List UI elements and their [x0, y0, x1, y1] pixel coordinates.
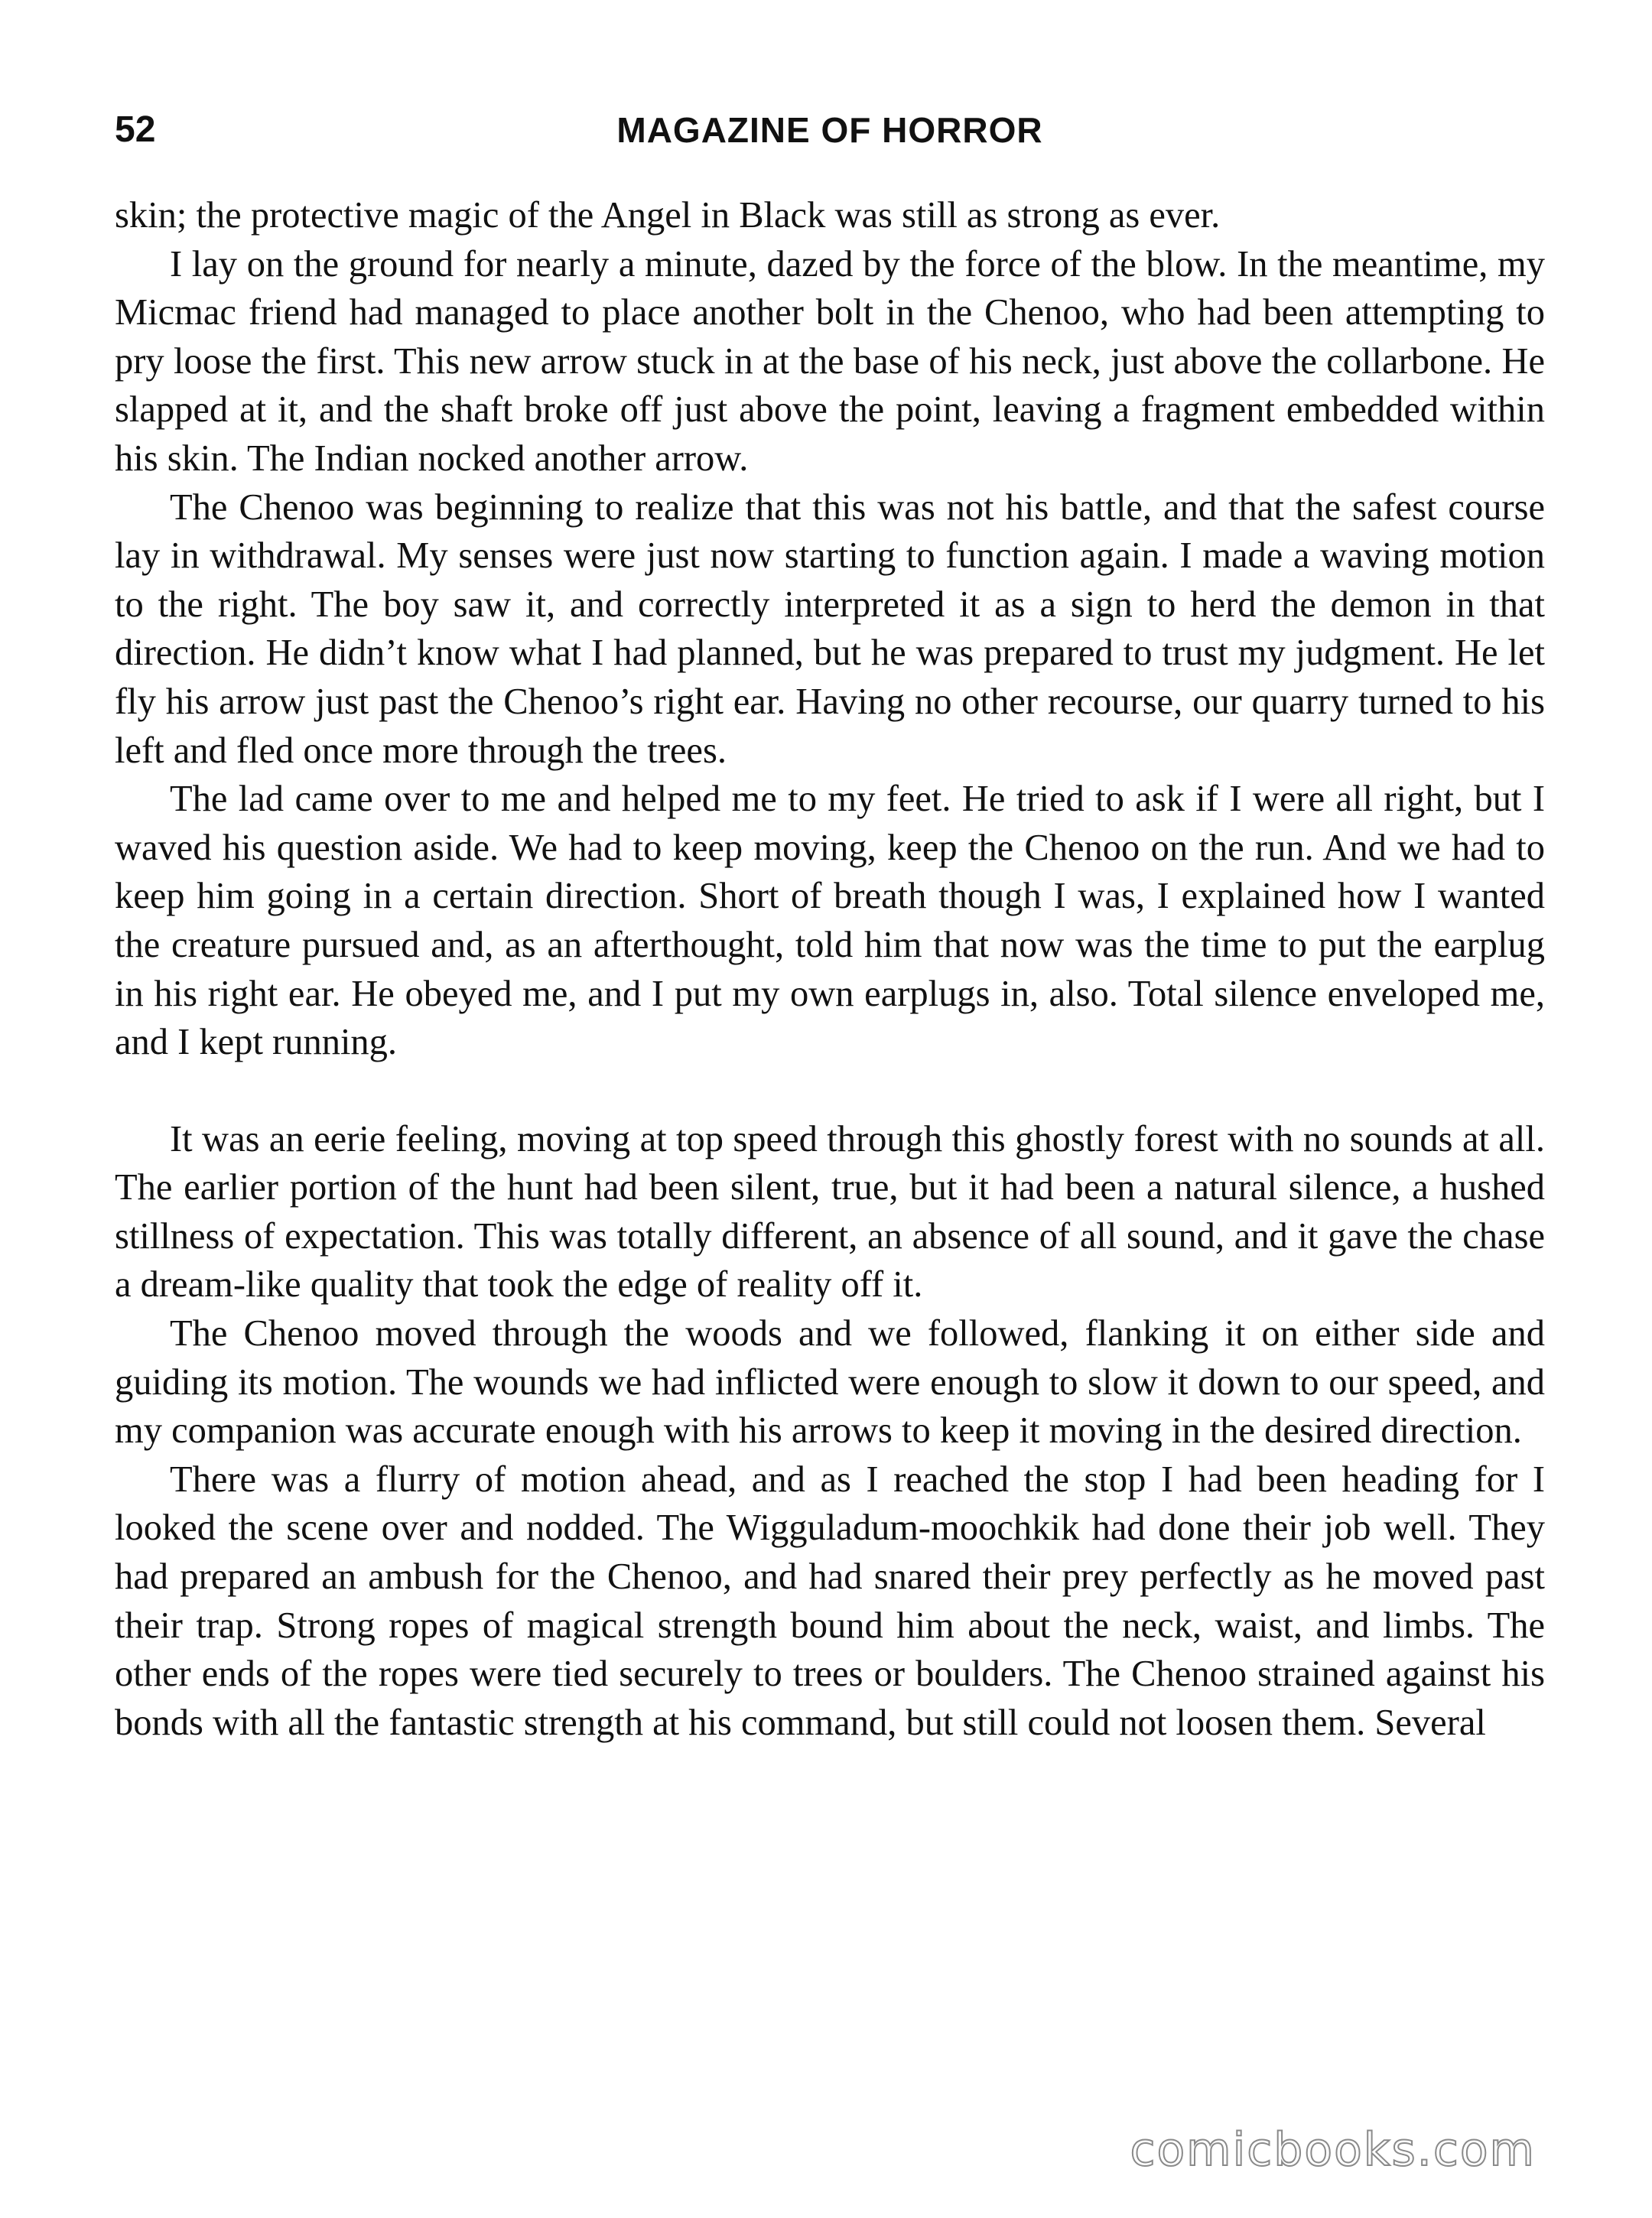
- paragraph: The Chenoo moved through the woods and we followed, flanking it on either side and guiding its motion. The wounds we had inflicted were enough to slow it down to our speed, and my companion was accurate enough with his arrows to keep it moving in the desired direction.: [115, 1313, 1545, 1452]
- site-watermark: comicbooks.com: [1130, 2123, 1536, 2177]
- running-title: MAGAZINE OF HORROR: [616, 110, 1043, 150]
- paragraph: The lad came over to me and helped me to my feet. He tried to ask if I were all right, but I waved his question aside. We had to keep moving, keep the Chenoo on the run. And we had to keep him going in a certain direction. Short of breath though I was, I explained how I wanted the creature pursued and, as an afterthought, told him that now was the time to put the earplug in his right ear. He obeyed me, and I put my own earplugs in, also. Total silence enveloped me, and I kept running.: [115, 779, 1545, 1063]
- paragraph-continued: skin; the protective magic of the Angel in Black was still as strong as ever.: [115, 195, 1221, 236]
- paragraph-section-start: It was an eerie feeling, moving at top speed through this ghostly forest with no sounds at all. The earlier portion of the hunt had been silent, true, but it had been a natural silence, a hushed stillness of expectation. This was totally different, an absence of all sound, and it gave the chase a dream-like quality that took the edge of reality off it.: [115, 1118, 1545, 1306]
- page-header: [115, 107, 1545, 168]
- paragraph: I lay on the ground for nearly a minute, dazed by the force of the blow. In the meantime, my Micmac friend had managed to place another bolt in the Chenoo, who had been attempting to pry loose the first. This new arrow stuck in at the base of his neck, just above the collarbone. He slapped at it, and the shaft broke off just above the point, leaving a fragment embedded within his skin. The Indian nocked another arrow.: [115, 243, 1545, 479]
- paragraph: There was a flurry of motion ahead, and as I reached the stop I had been heading for I looked the scene over and nodded. The Wigguladum-moochkik had done their job well. They had prepared an ambush for the Chenoo, and had snared their prey perfectly as he moved past their trap. Strong ropes of magical strength bound him about the neck, waist, and limbs. The other ends of the ropes were tied securely to trees or boulders. The Chenoo strained against his bonds with all the fantastic strength at his command, but still could not loosen them. Several: [115, 1459, 1545, 1743]
- page-number: 52: [115, 109, 156, 150]
- story-body: [115, 191, 1545, 1747]
- paragraph: The Chenoo was beginning to realize that this was not his battle, and that the safest course lay in withdrawal. My senses were just now starting to function again. I made a waving motion to the right. The boy saw it, and correctly interpreted it as a sign to herd the demon in that direction. He didn’t know what I had planned, but he was prepared to trust my judgment. He let fly his arrow just past the Chenoo’s right ear. Having no other recourse, our quarry turned to his left and fled once more through the trees.: [115, 486, 1545, 771]
